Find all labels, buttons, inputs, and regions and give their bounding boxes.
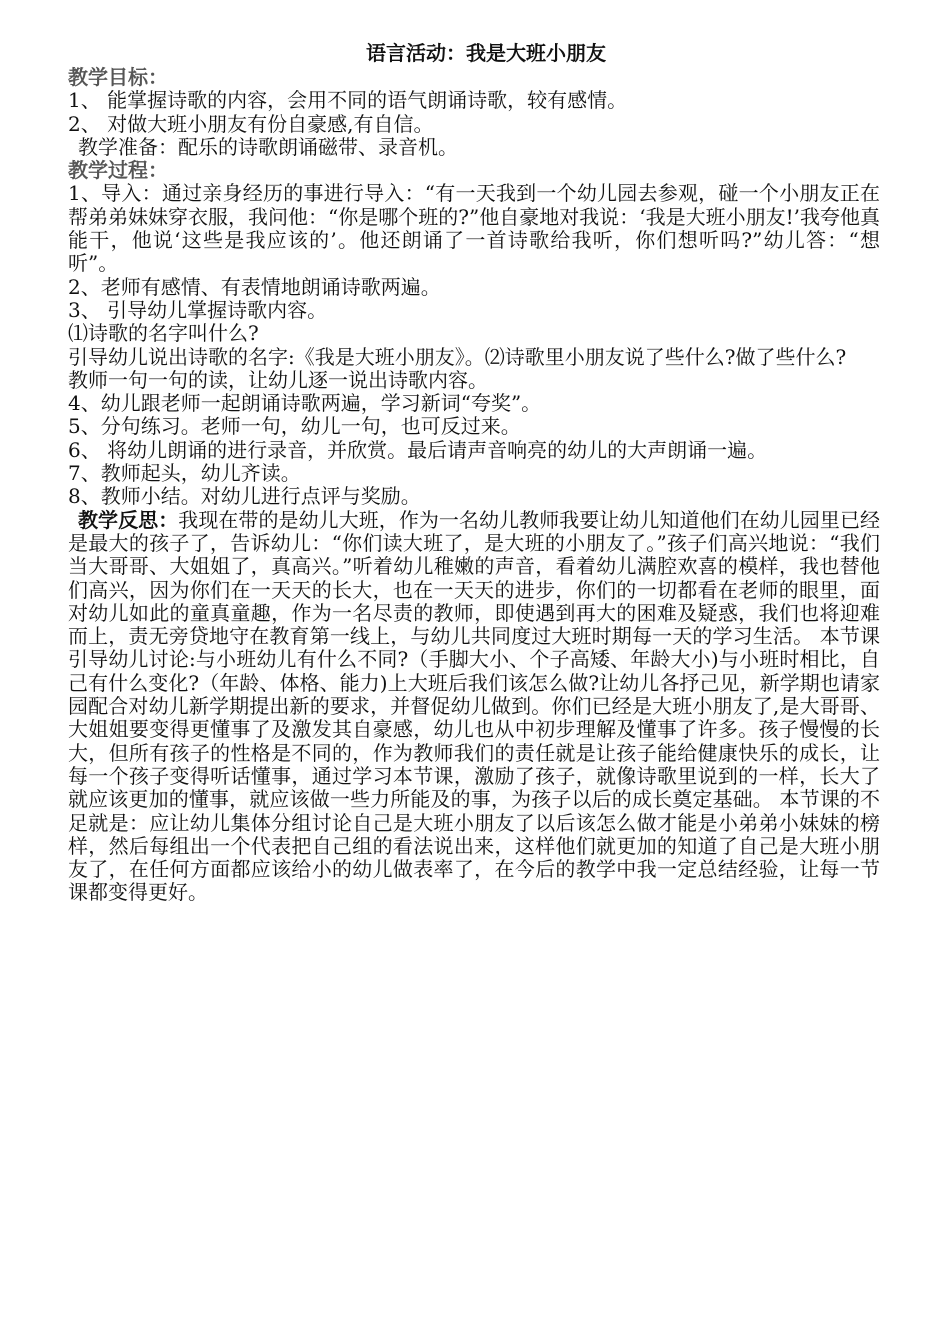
question-1-text: ⑴诗歌的名字叫什么? xyxy=(68,321,259,346)
reflection-paragraph xyxy=(68,509,880,905)
goal-item-1: 1、 能掌握诗歌的内容，会用不同的语气朗诵诗歌，较有感情。 xyxy=(68,88,628,113)
step-2-text: 2、老师有感情、有表情地朗诵诗歌两遍。 xyxy=(68,274,441,299)
document-title: 语言活动：我是大班小朋友 xyxy=(366,41,606,65)
goal-item-2: 2、 对做大班小朋友有份自豪感,有自信。 xyxy=(68,111,434,136)
step-3-text: 3、 引导幼儿掌握诗歌内容。 xyxy=(68,297,328,322)
reading-text: 教师一句一句的读，让幼儿逐一说出诗歌内容。 xyxy=(68,367,488,392)
step-6-text: 6、 将幼儿朗诵的进行录音，并欣赏。最后请声音响亮的幼儿的大声朗诵一遍。 xyxy=(68,437,768,462)
step-7-text: 7、教师起头，幼儿齐读。 xyxy=(68,461,301,486)
step-1-text: 1、导入：通过亲身经历的事进行导入：“有一天我到一个幼儿园去参观，碰一个小朋友正在帮弟弟妹妹穿衣服，我问他：“你是哪个班的?”他自豪地对我说：‘我是大班小朋友!’我夸他真能干，他说‘这些是我应该的’。他还朗诵了一首诗歌给我听，你们想听吗?”幼儿答：“想听”。 xyxy=(68,181,880,276)
step-5-text: 5、分句练习。老师一句，幼儿一句，也可反过来。 xyxy=(68,414,521,439)
reflection-label: 教学反思： xyxy=(78,507,179,532)
document-page xyxy=(68,42,880,905)
goals-heading: 教学目标： xyxy=(68,65,168,89)
reflection-text: 我现在带的是幼儿大班，作为一名幼儿教师我要让幼儿知道他们在幼儿园里已经是最大的孩子了，告诉幼儿：“你们读大班了，是大班的小朋友了。”孩子们高兴地说：“我们当大哥哥、大姐姐了，真高兴。”听着幼儿稚嫩的声音，看着幼儿满腔欢喜的模样，我也替他们高兴，因为你们在一天天的长大，也在一天天的进步，你们的一切都看在老师的眼里，面对幼儿如此的童真童趣，作为一名尽责的教师，即使遇到再大的困难及疑惑，我们也将迎难而上，责无旁贷地守在教育第一线上，与幼儿共同度过大班时期每一天的学习生活。 本节课引导幼儿讨论:与小班幼儿有什么不同?（手脚大小、个子高矮、年龄大小)与小班时相比，自己有什么变化?（年龄、体格、能力)上大班后我们该怎么做?让幼儿各抒己见，新学期也请家园配合对幼儿新学期提出新的要求，并督促幼儿做到。你们已经是大班小朋友了,是大哥哥、大姐姐要变得更懂事了及激发其自豪感，幼儿也从中初步理解及懂事了许多。孩子慢慢的长大，但所有孩子的性格是不同的，作为教师我们的责任就是让孩子能给健康快乐的成长，让每一个孩子变得听话懂事，通过学习本节课，激励了孩子，就像诗歌里说到的一样，长大了就应该更加的懂事，就应该做一些力所能及的事，为孩子以后的成长奠定基础。 本节课的不足就是：应让幼儿集体分组讨论自己是大班小朋友了以后该怎么做才能是小弟弟小妹妹的榜样，然后每组出一个代表把自己组的看法说出来，这样他们就更加的知道了自己是大班小朋友了，在任何方面都应该给小的幼儿做表率了，在今后的教学中我一定总结经验，让每一节课都变得更好。 xyxy=(68,507,881,905)
preparation-text: 教学准备：配乐的诗歌朗诵磁带、录音机。 xyxy=(78,134,458,159)
question-1-answer: 引导幼儿说出诗歌的名字:《我是大班小朋友》。⑵诗歌里小朋友说了些什么?做了些什么? xyxy=(68,344,847,369)
step-4-text: 4、幼儿跟老师一起朗诵诗歌两遍，学习新词“夸奖”。 xyxy=(68,391,542,416)
step-8-text: 8、教师小结。对幼儿进行点评与奖励。 xyxy=(68,484,421,509)
process-heading: 教学过程： xyxy=(68,158,168,183)
